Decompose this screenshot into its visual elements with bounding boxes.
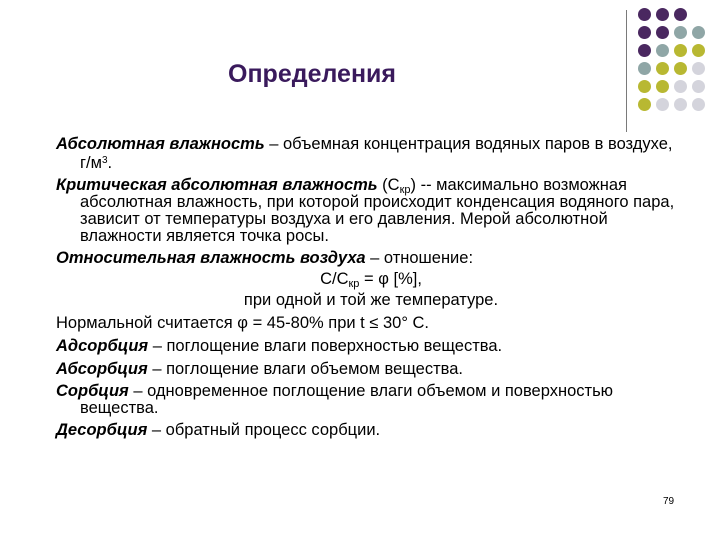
term-adsorption: Адсорбция bbox=[56, 337, 149, 355]
decorative-dot bbox=[656, 62, 669, 75]
formula-main: С/С bbox=[320, 270, 349, 288]
decorative-dot bbox=[656, 8, 669, 21]
decorative-dot bbox=[638, 62, 651, 75]
definition-relative-humidity bbox=[56, 249, 686, 268]
decorative-dot bbox=[656, 98, 669, 111]
term-sorption: Сорбция bbox=[56, 382, 129, 400]
symbol-subscript: кр bbox=[399, 184, 411, 196]
decorative-dot bbox=[692, 98, 705, 111]
decorative-dot bbox=[674, 62, 687, 75]
definition-absorption bbox=[56, 360, 686, 379]
slide-title: Определения bbox=[228, 60, 397, 88]
decorative-dot bbox=[692, 80, 705, 93]
decorative-dot bbox=[656, 44, 669, 57]
definition-text: – отношение: bbox=[365, 249, 474, 267]
definition-text: – одновременное поглощение влаги объемом и поверхностью вещества. bbox=[80, 382, 614, 417]
definition-end: . bbox=[107, 154, 113, 172]
term-absolute-humidity: Абсолютная влажность bbox=[56, 135, 265, 153]
unit-superscript: 3 bbox=[101, 155, 108, 166]
term-critical-humidity: Критическая абсолютная влажность bbox=[56, 176, 378, 194]
decorative-dot bbox=[638, 26, 651, 39]
normal-humidity-statement: Нормальной считается φ = 45-80% при t ≤ 30° С. bbox=[56, 314, 430, 332]
page-number: 79 bbox=[663, 496, 675, 507]
decorative-dot bbox=[692, 44, 705, 57]
decorative-dot bbox=[692, 26, 705, 39]
decorative-dot bbox=[638, 8, 651, 21]
definition-text: – объемная концентрация водяных паров в воздухе, г/м bbox=[80, 135, 673, 172]
formula-rest: = φ [%], bbox=[359, 270, 422, 288]
definition-text: – поглощение влаги поверхностью вещества. bbox=[148, 337, 503, 355]
definition-text: – обратный процесс сорбции. bbox=[147, 421, 381, 439]
decorative-dot bbox=[656, 26, 669, 39]
definition-sorption bbox=[56, 383, 686, 417]
decorative-dot bbox=[638, 98, 651, 111]
definition-text: ) -- максимально возможная абсолютная влажность, при которой происходит конденсация водяного пара, зависит от температуры воздуха и его давления. Мерой абсолютной влажности является точка росы. bbox=[80, 176, 675, 245]
decorative-dot bbox=[674, 8, 687, 21]
decorative-dot bbox=[674, 80, 687, 93]
definition-text: – поглощение влаги объемом вещества. bbox=[147, 360, 463, 378]
definitions-list bbox=[56, 135, 686, 444]
definition-absolute-humidity bbox=[56, 135, 686, 173]
decorative-dot bbox=[692, 62, 705, 75]
decorative-dot bbox=[674, 98, 687, 111]
decorative-dot bbox=[638, 80, 651, 93]
definition-critical-humidity bbox=[56, 177, 686, 245]
formula-note: при одной и той же температуре. bbox=[243, 291, 499, 309]
term-desorption: Десорбция bbox=[56, 421, 148, 439]
decorative-dot bbox=[674, 26, 687, 39]
decorative-dot bbox=[638, 44, 651, 57]
term-absorption: Абсорбция bbox=[56, 360, 148, 378]
term-relative-humidity: Относительная влажность воздуха bbox=[56, 249, 366, 267]
symbol-open: (С bbox=[377, 176, 400, 194]
decorative-dot bbox=[656, 80, 669, 93]
decorative-dot-grid bbox=[638, 8, 710, 120]
decorative-dot bbox=[674, 44, 687, 57]
formula bbox=[56, 270, 686, 289]
definition-adsorption bbox=[56, 337, 686, 356]
definition-desorption bbox=[56, 421, 686, 440]
vertical-divider bbox=[626, 10, 627, 132]
formula-subscript: кр bbox=[348, 278, 360, 290]
